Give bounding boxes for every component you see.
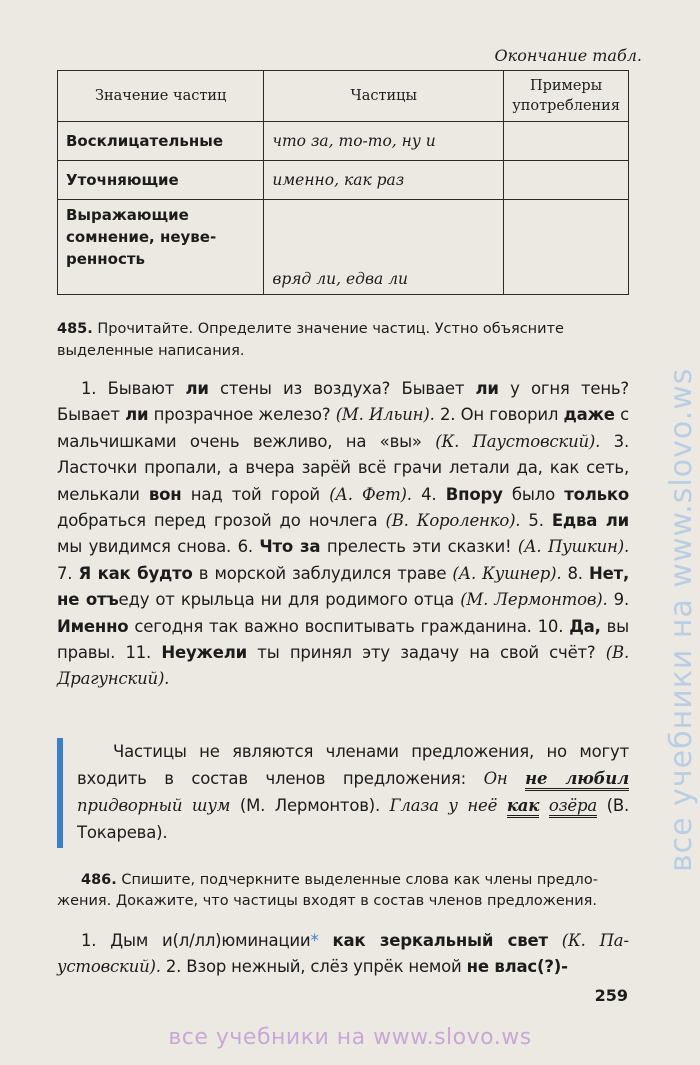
text-run: 4. bbox=[411, 484, 446, 504]
table-cell-examples bbox=[504, 122, 629, 161]
table-continuation-label: Окончание табл. bbox=[494, 46, 642, 65]
table-row bbox=[58, 122, 629, 161]
highlighted-particle: не влас(?)- bbox=[466, 957, 568, 977]
page-number: 259 bbox=[594, 986, 628, 1005]
highlighted-particle: Именно bbox=[57, 616, 129, 636]
author-citation: (А. Кушнер). bbox=[452, 563, 562, 583]
text-run bbox=[319, 931, 333, 950]
text-run: вы правы. 11. bbox=[57, 616, 629, 663]
text-run: мы увидимся снова. 6. bbox=[57, 537, 260, 557]
rule-example-underlined: не любил bbox=[525, 769, 629, 791]
highlighted-particle: Впору bbox=[445, 484, 503, 504]
highlighted-particle: Я как будто bbox=[78, 563, 193, 583]
exercise-number: 485. bbox=[57, 321, 93, 337]
highlighted-particle: ли bbox=[185, 379, 209, 398]
table-cell-meaning: Восклицательные bbox=[58, 122, 264, 161]
highlighted-particle: Что за bbox=[259, 537, 321, 557]
table-cell-examples bbox=[504, 200, 629, 295]
author-citation: (В. Токарева). bbox=[77, 796, 630, 842]
author-citation: (К. Паустовский). bbox=[435, 431, 601, 451]
table-cell-particles: именно, как раз bbox=[264, 161, 504, 200]
text-run: 1. Дым и(л/лл)юминации bbox=[81, 931, 311, 950]
text-run: 5. bbox=[520, 511, 552, 531]
rule-example: Глаза у неё bbox=[389, 796, 507, 815]
text-run: 2. Взор нежный, слёз упрёк немой bbox=[160, 957, 467, 977]
text-run: 7. bbox=[57, 563, 79, 583]
highlighted-particle: ли bbox=[475, 379, 499, 398]
text-run: у огня тень? Бывает bbox=[57, 379, 629, 425]
rule-example bbox=[539, 796, 549, 815]
text-run: было bbox=[502, 484, 565, 504]
highlighted-particle: даже bbox=[563, 405, 615, 425]
highlighted-particle: вон bbox=[148, 484, 182, 504]
text-run: стены из воздуха? Бывает bbox=[208, 379, 476, 398]
highlighted-particle: Да, bbox=[569, 616, 601, 636]
highlighted-particle: как зеркальный свет bbox=[332, 931, 548, 950]
highlighted-particle: Едва ли bbox=[551, 511, 629, 531]
table-cell-particles: вряд ли, едва ли bbox=[264, 200, 504, 295]
table-row bbox=[58, 161, 629, 200]
text-run: с мальчишками очень вежливо, на «вы» bbox=[57, 405, 629, 451]
author-citation: (А. Пушкин). bbox=[517, 537, 629, 557]
rule-accent-bar bbox=[57, 738, 63, 848]
author-citation: (М. Ильин). bbox=[335, 405, 435, 425]
exercise-instructions: Прочитайте. Определите значение частиц. Устно объясните выделенные написания. bbox=[57, 321, 564, 359]
exercise-485-task bbox=[57, 318, 629, 362]
exercise-486-text bbox=[57, 928, 629, 981]
text-run: над той горой bbox=[181, 484, 330, 504]
text-run: прозрачное железо? bbox=[148, 405, 336, 425]
exercise-486-task bbox=[57, 870, 629, 912]
table-header-particles: Частицы bbox=[264, 71, 504, 122]
author-citation: (М. Лермонтов). bbox=[460, 590, 608, 610]
text-run: 2. Он говорил bbox=[434, 405, 564, 425]
rule-statement: Частицы не являются членами предложения, но могут входить в состав членов предложения: bbox=[77, 742, 629, 788]
author-citation: (В. Короленко). bbox=[385, 511, 521, 531]
highlighted-particle: ли bbox=[125, 405, 149, 425]
table-cell-meaning: Уточняющие bbox=[58, 161, 264, 200]
rule-example: придворный шум bbox=[77, 796, 231, 815]
text-run: ты принял эту задачу на свой счёт? bbox=[247, 643, 606, 663]
author-citation: (А. Фет). bbox=[329, 484, 412, 504]
table-header-row bbox=[58, 71, 629, 122]
text-run: 9. bbox=[607, 590, 630, 610]
text-run: 1. Бывают bbox=[81, 379, 186, 398]
table-cell-meaning: Выражающие сомнение, неуверенность bbox=[58, 200, 264, 295]
rule-example-underlined: как bbox=[507, 796, 539, 818]
table-header-examples: Примеры употребления bbox=[504, 71, 629, 122]
text-run bbox=[548, 931, 562, 950]
exercise-instructions: Спишите, подчеркните выделенные слова как члены предложения. Докажите, что частицы входят в состав членов предложения. bbox=[57, 872, 598, 909]
bottom-watermark: все учебники на www.slovo.ws bbox=[168, 1025, 532, 1050]
text-run: едy от крыльца ни для родимого отца bbox=[118, 590, 461, 610]
text-run: 8. bbox=[561, 563, 589, 583]
grammar-rule bbox=[77, 738, 629, 846]
highlighted-particle: Нет, не отъ bbox=[57, 563, 630, 610]
highlighted-particle: только bbox=[564, 484, 630, 504]
text-run: 3. Ласточки пропали, а вчера зарёй всё грачи летали да, как сеть, мелькали bbox=[57, 431, 629, 504]
table-cell-particles: что за, то-то, ну и bbox=[264, 122, 504, 161]
table-cell-examples bbox=[504, 161, 629, 200]
exercise-number: 486. bbox=[81, 872, 117, 888]
rule-example: Он bbox=[483, 769, 526, 788]
text-run: добраться перед грозой до ночлега bbox=[57, 511, 386, 531]
exercise-485-text bbox=[57, 376, 629, 693]
author-citation: (М. Лермонтов). bbox=[230, 796, 390, 815]
text-run: прелесть эти сказки! bbox=[320, 537, 518, 557]
particles-table bbox=[57, 70, 629, 295]
text-run: в морской заблудился траве bbox=[192, 563, 453, 583]
author-citation: (В. Драгунский). bbox=[57, 643, 629, 689]
table-row bbox=[58, 200, 629, 295]
table-header-meaning: Значение частиц bbox=[58, 71, 264, 122]
highlighted-particle: Неужели bbox=[161, 643, 248, 663]
rule-example-underlined: озёра bbox=[549, 796, 597, 818]
text-run: сегодня так важно воспитывать гражданина. 10. bbox=[128, 616, 570, 636]
footnote-star-icon: * bbox=[310, 931, 319, 950]
side-watermark: все учебники на www.slovo.ws bbox=[664, 367, 699, 872]
author-citation: (К. Паустовский). bbox=[57, 931, 630, 977]
